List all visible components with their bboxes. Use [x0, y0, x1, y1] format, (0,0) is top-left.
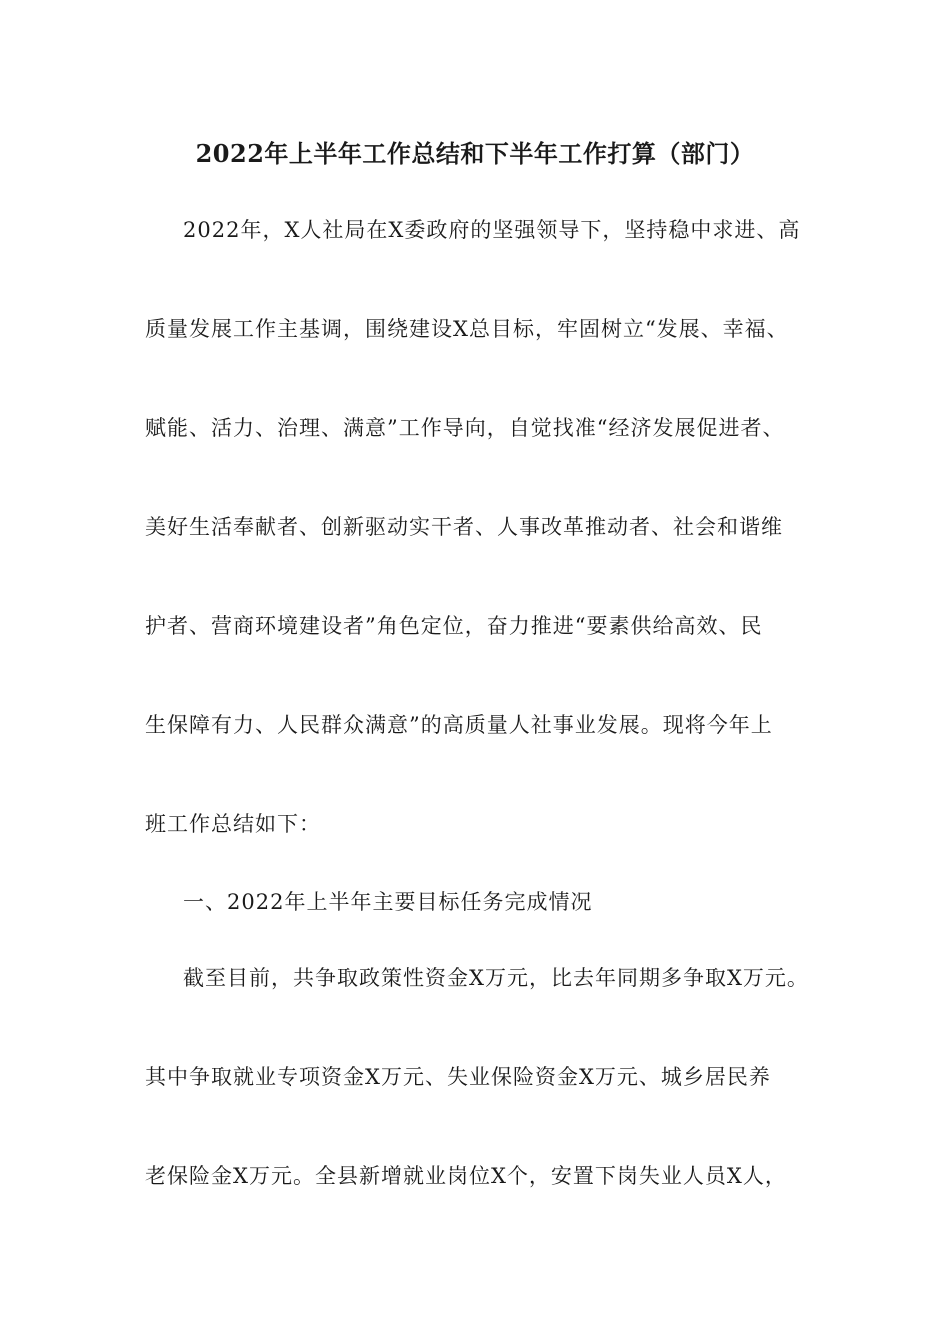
paragraph-line: 美好生活奉献者、创新驱动实干者、人事改革推动者、社会和谐维: [145, 515, 783, 539]
paragraph-line: 生保障有力、人民群众满意”的高质量人社事业发展。现将今年上: [145, 713, 773, 737]
paragraph-line: 赋能、活力、治理、满意”工作导向，自觉找准“经济发展促进者、: [145, 416, 785, 440]
paragraph-line: 2022年，X人社局在X委政府的坚强领导下，坚持稳中求进、高: [183, 218, 801, 242]
paragraph-line: 其中争取就业专项资金X万元、失业保险资金X万元、城乡居民养: [145, 1065, 771, 1089]
section-heading: 一、2022年上半年主要目标任务完成情况: [183, 890, 593, 914]
paragraph-line: 质量发展工作主基调，围绕建设X总目标，牢固树立“发展、幸福、: [145, 317, 789, 341]
paragraph-line: 老保险金X万元。全县新增就业岗位X个，安置下岗失业人员X人，: [145, 1164, 787, 1188]
paragraph-line: 护者、营商环境建设者”角色定位，奋力推进“要素供给高效、民: [145, 614, 763, 638]
paragraph-line: 截至目前，共争取政策性资金X万元，比去年同期多争取X万元。: [183, 966, 809, 990]
document-title: 2022年上半年工作总结和下半年工作打算（部门）: [195, 139, 755, 168]
paragraph-line: 班工作总结如下：: [145, 812, 321, 836]
